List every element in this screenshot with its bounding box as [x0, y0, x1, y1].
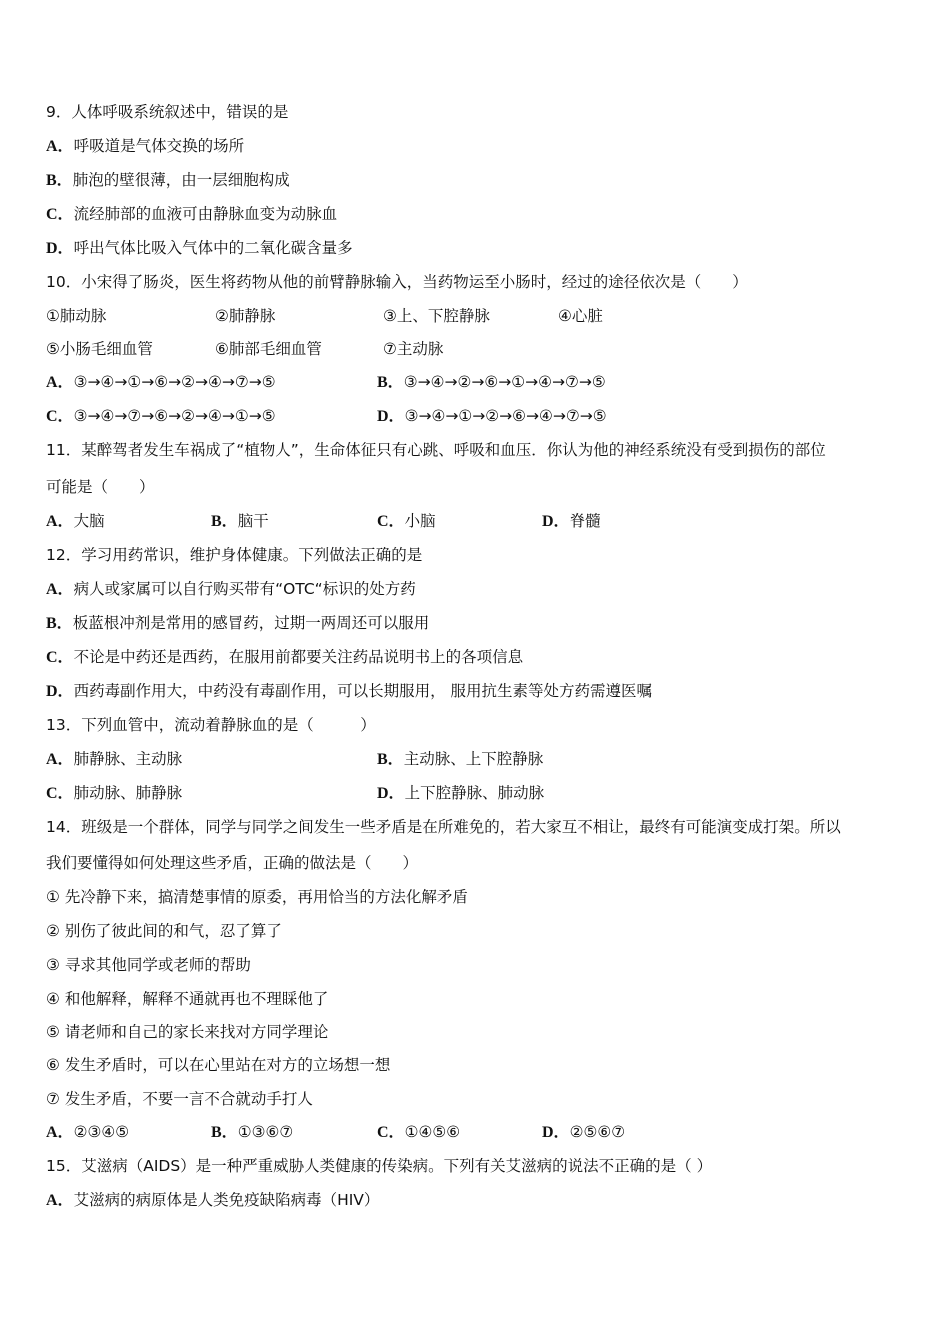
option-text: 板蓝根冲剂是常用的感冒药，过期一两周还可以服用	[72, 614, 430, 632]
q9-stem: 9．人体呼吸系统叙述中，错误的是	[46, 103, 289, 121]
q10-option-c	[46, 406, 276, 427]
option-text: 脊髓	[569, 512, 601, 530]
q12-option-c	[46, 647, 523, 668]
option-label: D．	[377, 408, 405, 425]
q15-stem: 15．艾滋病（AIDS）是一种严重威胁人类健康的传染病。下列有关艾滋病的说法不正确的是（ ）	[46, 1157, 713, 1175]
q11-stem-line1: 11．某醉驾者发生车祸成了“植物人”，生命体征只有心跳、呼吸和血压．你认为他的神经系统没有受到损伤的部位	[46, 441, 826, 459]
q12-option-b	[46, 613, 429, 634]
option-label: A．	[46, 581, 74, 598]
q14-item-1: ① 先冷静下来，搞清楚事情的原委，再用恰当的方法化解矛盾	[46, 888, 468, 906]
option-label: B．	[211, 513, 238, 530]
option-text: 西药毒副作用大，中药没有毒副作用，可以长期服用， 服用抗生素等处方药需遵医嘱	[73, 682, 652, 700]
q14-stem-line2: 我们要懂得如何处理这些矛盾，正确的做法是（ ）	[46, 854, 419, 872]
q10-item-7: ⑦主动脉	[383, 340, 444, 358]
option-label: D．	[46, 240, 74, 257]
option-text: 呼出气体比吸入气体中的二氧化碳含量多	[73, 239, 353, 257]
option-text: 病人或家属可以自行购买带有“OTC“标识的处方药	[73, 580, 416, 598]
option-text: ③→④→②→⑥→①→④→⑦→⑤	[403, 373, 606, 391]
option-text: ③→④→⑦→⑥→②→④→①→⑤	[73, 407, 276, 425]
q13-option-d	[377, 783, 544, 804]
option-label: D．	[377, 785, 405, 802]
q14-item-2: ② 别伤了彼此间的和气，忍了算了	[46, 922, 282, 940]
q12-stem: 12．学习用药常识，维护身体健康。下列做法正确的是	[46, 546, 423, 564]
q10-option-a	[46, 372, 276, 393]
q14-option-a	[46, 1122, 129, 1143]
option-label: D．	[46, 683, 74, 700]
option-text: ①③⑥⑦	[237, 1123, 294, 1141]
q14-option-d	[542, 1122, 625, 1143]
q13-option-c	[46, 783, 182, 804]
q10-item-5: ⑤小肠毛细血管	[46, 340, 153, 358]
q10-item-3: ③上、下腔静脉	[383, 307, 490, 325]
option-text: ②③④⑤	[73, 1123, 130, 1141]
option-text: 肺动脉、肺静脉	[73, 784, 183, 802]
option-label: A．	[46, 1192, 74, 1209]
option-label: C．	[377, 1124, 405, 1141]
q10-option-b	[377, 372, 606, 393]
option-label: C．	[46, 408, 74, 425]
q13-option-a	[46, 749, 182, 770]
option-label: B．	[377, 751, 404, 768]
option-label: B．	[46, 172, 73, 189]
q12-option-a	[46, 579, 416, 600]
option-text: ②⑤⑥⑦	[569, 1123, 626, 1141]
option-text: 脑干	[237, 512, 269, 530]
q9-option-b	[46, 170, 290, 191]
option-text: 主动脉、上下腔静脉	[403, 750, 544, 768]
option-text: 流经肺部的血液可由静脉血变为动脉血	[73, 205, 338, 223]
q10-item-6: ⑥肺部毛细血管	[215, 340, 322, 358]
q10-stem: 10．小宋得了肠炎，医生将药物从他的前臂静脉输入，当药物运至小肠时，经过的途径依次是（ ）	[46, 273, 748, 291]
q15-option-a	[46, 1190, 379, 1211]
q9-option-a	[46, 136, 244, 157]
q14-item-4: ④ 和他解释，解释不通就再也不理睬他了	[46, 990, 329, 1008]
q14-item-3: ③ 寻求其他同学或老师的帮助	[46, 956, 251, 974]
option-text: ③→④→①→⑥→②→④→⑦→⑤	[73, 373, 276, 391]
q12-option-d	[46, 681, 652, 702]
option-label: C．	[377, 513, 405, 530]
q11-option-c	[377, 511, 436, 532]
option-text: 不论是中药还是西药，在服用前都要关注药品说明书上的各项信息	[73, 648, 524, 666]
q9-option-d	[46, 238, 353, 259]
option-label: A．	[46, 1124, 74, 1141]
option-text: 艾滋病的病原体是人类免疫缺陷病毒（HIV）	[73, 1191, 380, 1209]
q11-stem-line2: 可能是（ ）	[46, 478, 155, 496]
q10-item-1: ①肺动脉	[46, 307, 107, 325]
q14-item-6: ⑥ 发生矛盾时，可以在心里站在对方的立场想一想	[46, 1056, 391, 1074]
option-label: B．	[46, 615, 73, 632]
option-label: C．	[46, 785, 74, 802]
option-label: A．	[46, 374, 74, 391]
option-label: B．	[377, 374, 404, 391]
q11-option-a	[46, 511, 105, 532]
q9-option-c	[46, 204, 337, 225]
option-label: A．	[46, 138, 74, 155]
q14-item-5: ⑤ 请老师和自己的家长来找对方同学理论	[46, 1023, 329, 1041]
q10-item-4: ④心脏	[558, 307, 603, 325]
q10-option-d	[377, 406, 607, 427]
q11-option-b	[211, 511, 269, 532]
option-label: A．	[46, 751, 74, 768]
option-text: ③→④→①→②→⑥→④→⑦→⑤	[404, 407, 607, 425]
q14-option-c	[377, 1122, 460, 1143]
option-text: 上下腔静脉、肺动脉	[404, 784, 545, 802]
q14-option-b	[211, 1122, 293, 1143]
option-label: C．	[46, 649, 74, 666]
option-text: 肺泡的壁很薄，由一层细胞构成	[72, 171, 290, 189]
option-label: D．	[542, 513, 570, 530]
q14-stem-line1: 14．班级是一个群体，同学与同学之间发生一些矛盾是在所难免的，若大家互不相让，最终有可能演变成打架。所以	[46, 818, 841, 836]
q13-option-b	[377, 749, 543, 770]
option-label: C．	[46, 206, 74, 223]
option-text: 小脑	[404, 512, 436, 530]
option-text: 呼吸道是气体交换的场所	[73, 137, 245, 155]
option-label: D．	[542, 1124, 570, 1141]
q11-option-d	[542, 511, 601, 532]
q10-item-2: ②肺静脉	[215, 307, 276, 325]
option-label: A．	[46, 513, 74, 530]
option-text: 肺静脉、主动脉	[73, 750, 183, 768]
option-text: ①④⑤⑥	[404, 1123, 461, 1141]
q14-item-7: ⑦ 发生矛盾，不要一言不合就动手打人	[46, 1090, 313, 1108]
option-label: B．	[211, 1124, 238, 1141]
q13-stem: 13．下列血管中，流动着静脉血的是（ ）	[46, 716, 376, 734]
option-text: 大脑	[73, 512, 105, 530]
